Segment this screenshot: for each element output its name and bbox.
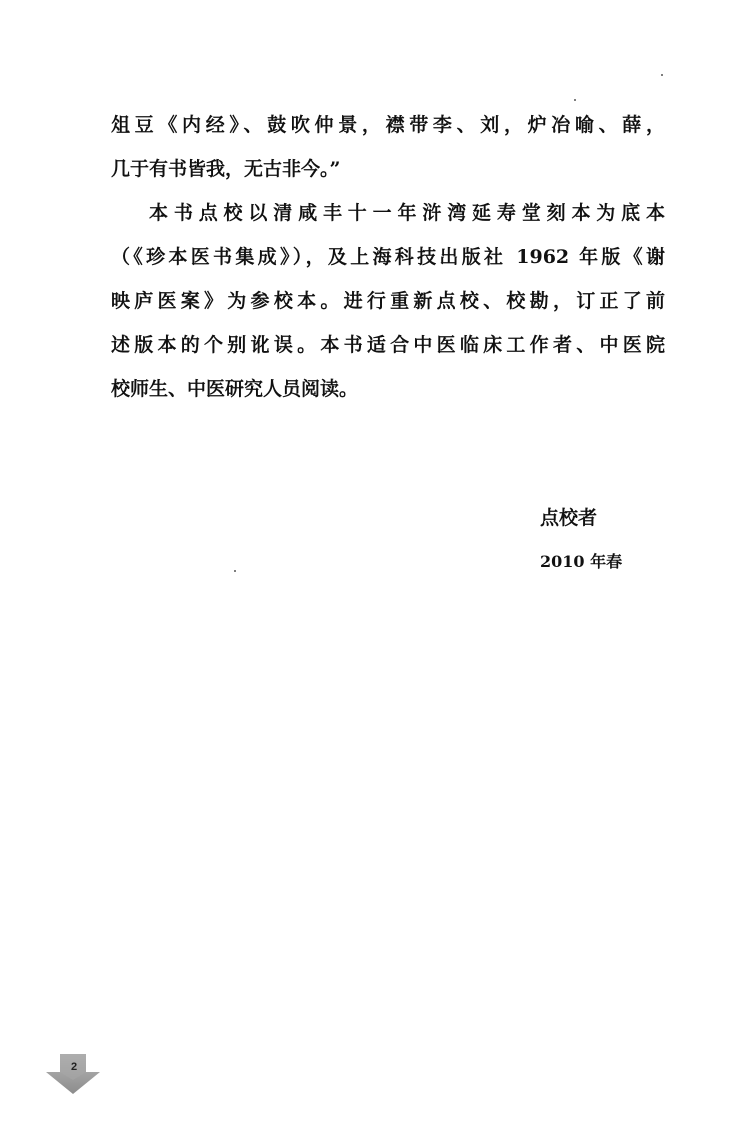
text-line: 校师生、中医研究人员阅读。 bbox=[111, 378, 359, 400]
text-line: （《珍本医书集成》），及上海科技出版社 1962 年版《谢 bbox=[111, 246, 665, 268]
scan-speck bbox=[234, 570, 236, 572]
page-number: 2 bbox=[70, 1061, 78, 1073]
page-marker-icon bbox=[46, 1050, 102, 1096]
text-line: 本书点校以清咸丰十一年浒湾延寿堂刻本为底本 bbox=[149, 202, 665, 224]
scan-speck bbox=[574, 99, 576, 101]
text-line: 述版本的个别讹误。本书适合中医临床工作者、中医院 bbox=[111, 334, 665, 356]
scan-speck bbox=[661, 74, 663, 76]
text-line: 几于有书皆我，无古非今。” bbox=[111, 158, 341, 180]
signature-date: 2010 年春 bbox=[540, 552, 623, 571]
text-line: 俎豆《内经》、鼓吹仲景，襟带李、刘，炉冶喻、薛， bbox=[111, 114, 665, 136]
body-text bbox=[111, 116, 671, 399]
signature-author: 点校者 bbox=[540, 507, 598, 529]
text-line: 映庐医案》为参校本。进行重新点校、校勘，订正了前 bbox=[111, 290, 665, 312]
